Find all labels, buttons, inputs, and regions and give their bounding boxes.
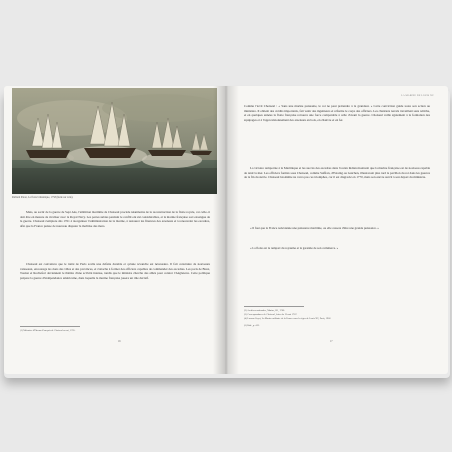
right-page (226, 86, 448, 374)
right-footnote-1: (2) Archives nationales, Marine, B1, 1766. (244, 309, 285, 312)
left-page (4, 86, 226, 374)
right-paragraph-1: Comme l'écrit Choiseul : « Sans une marine puissante, le roi ne peut prétendre à la grandeur. » Cette conviction guide toute son action au ministère. Il obtient des crédits importants, fait venir des ingénieurs et réforme le corps des officiers. Les chantiers navals travaillent sans relâche, et en quelques années la flotte française retrouve une force comparable à celle d'avant la guerre. Choiseul veille également à la formation des équipages et à l'approvisionnement des arsenaux en bois, en chanvre et en fer. (244, 104, 430, 122)
left-paragraph-2: Choiseul est convaincu que le traité de Paris scelle une défaite durable et qu'une revanche est nécessaire. Il fait construire de nouveaux vaisseaux, encourage les dons des villes et des provinces, et s'attache à former des officiers capables de commander des escadres. Les ports de Brest, Toulon et Rochefort deviennent le théâtre d'une activité intense, tandis que le ministre cherche des alliés pour contrer l'Angleterre. Cette politique prépare la guerre d'indépendance américaine, dans laquelle la marine française jouera un rôle décisif. (20, 262, 210, 280)
right-quote-1: « Il faut que la France redevienne une puissance maritime, ou elle cessera d'être une grande puissance. » (250, 226, 379, 230)
right-footnote-4: (5) Ibid., p. 412. (244, 324, 260, 327)
right-paragraph-2: La victoire remportée à la Martinique et les succès des escadres dans l'océan Indien montrent que la marine française est de nouveau capable de tenir la mer. Les officiers formés sous Choiseul, comme Suffren, d'Estaing ou Guichen, illustreront plus tard le pavillon du roi dans les guerres de la fin du siècle. Choiseul lui-même ne verra pas ces triomphes, car il est disgracié en 1770, mais son œuvre survit à son départ du ministère. (244, 166, 430, 180)
right-footnote-3: (4) Lacour-Gayet, La Marine militaire de la France sous le règne de Louis XV, Paris, 1902. (244, 317, 332, 320)
painting-caption: Richard Paton, La flotte britannique, 1758 (huile sur toile). (12, 196, 74, 199)
right-page-number: 17 (330, 340, 333, 343)
footnote-rule-right (244, 306, 304, 307)
footnote-rule (20, 326, 80, 327)
naval-battle-painting (12, 88, 217, 194)
right-footnote-2: (3) Correspondance de Choiseul, lettre du 12 mai 1767. (244, 313, 298, 316)
right-quote-2: « La flotte est le rempart du royaume et la garantie de son commerce. » (250, 246, 339, 250)
left-page-number: 16 (118, 340, 121, 343)
left-paragraph-1: Mais, au sortir de la guerre de Sept Ans, l'ambition maritime de Choiseul procède néanmoins de la reconstruction de la flotte royale, car celle-ci doit être en mesure de rivaliser avec la Royal Navy. Les pertes subies pendant le conflit ont été considérables, et la marine française sort exsangue de la guerre. Choiseul s'emploie dès 1761 à réorganiser l'administration de la marine, à restaurer les finances des arsenaux et à renouveler les escadres, afin que la France puisse de nouveau disputer la maîtrise des mers. (20, 210, 210, 228)
left-footnote: (1) Mémoire d'Étienne-François de Choiseul au roi, 1765. (20, 329, 76, 332)
running-header: LA MARINE DE LOUIS XV (401, 94, 434, 97)
